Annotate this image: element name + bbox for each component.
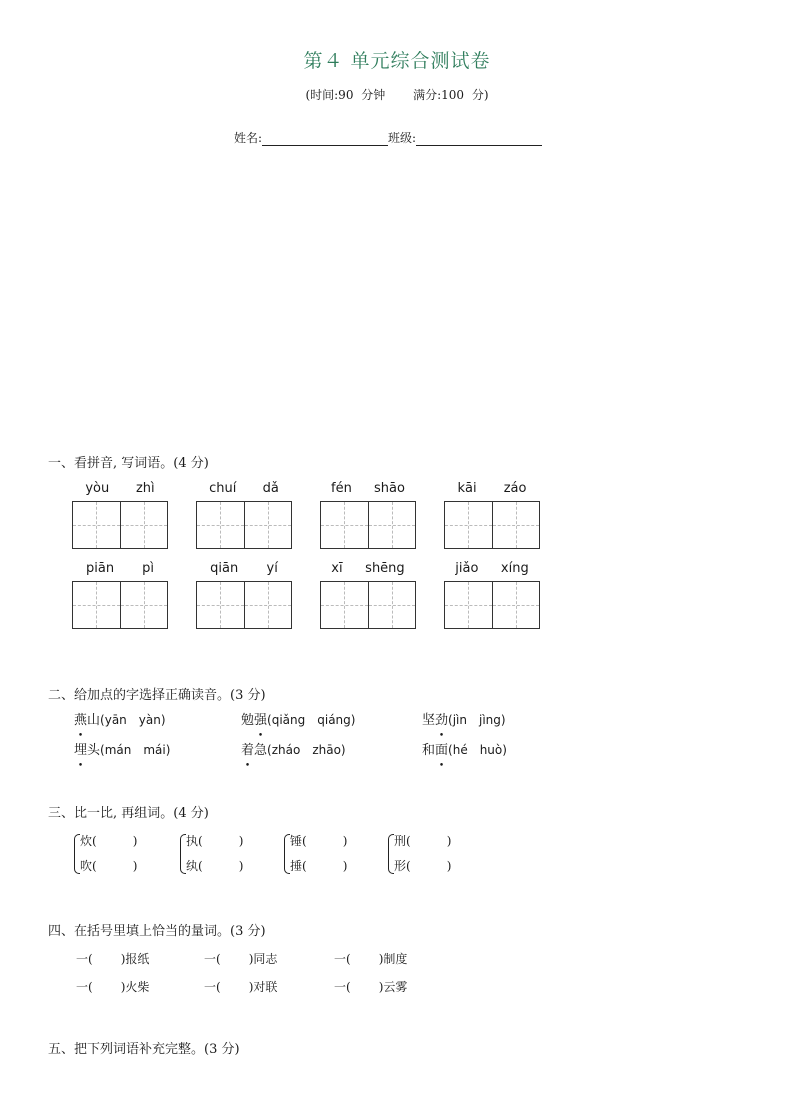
writing-boxes <box>72 501 168 549</box>
pinyin-options[interactable]: (hé huò) <box>448 743 507 757</box>
close-paren: ) <box>238 859 244 873</box>
pinyin-syllable: zhì <box>135 481 155 496</box>
section1-heading: 一、看拼音, 写词语。(4 分) <box>48 456 209 471</box>
dotted-char: 埋 <box>74 743 88 758</box>
measure-word-item <box>76 950 149 967</box>
writing-cell[interactable] <box>197 502 245 548</box>
writing-cell[interactable] <box>121 582 168 628</box>
measure-word-item <box>204 978 277 995</box>
measure-noun: )同志 <box>248 952 278 966</box>
writing-boxes <box>196 501 292 549</box>
open-paren: ( <box>198 834 203 848</box>
pair-char: 纨 <box>186 859 199 873</box>
close-paren: ) <box>446 859 452 873</box>
pinyin-syllable: xī <box>331 561 343 576</box>
pinyin-label <box>196 481 292 497</box>
dotted-char: 劲 <box>435 713 449 728</box>
open-paren: ( <box>406 834 411 848</box>
word-char: 急 <box>254 743 268 758</box>
writing-cell[interactable] <box>369 502 416 548</box>
pinyin-syllable: jiǎo <box>455 561 479 576</box>
open-paren: ( <box>92 859 97 873</box>
pinyin-syllable: dǎ <box>262 481 279 496</box>
writing-cell[interactable] <box>245 582 292 628</box>
close-paren: ) <box>446 834 452 848</box>
pair-row <box>290 832 347 849</box>
word-char: 头 <box>87 743 101 758</box>
pair-char: 捶 <box>290 859 303 873</box>
measure-word-item <box>334 978 407 995</box>
measure-prefix: 一( <box>334 980 351 994</box>
word-char: 和 <box>422 743 436 758</box>
pair-char: 炊 <box>80 834 93 848</box>
section3-heading: 三、比一比, 再组词。(4 分) <box>48 806 209 821</box>
pinyin-syllable: fén <box>331 481 352 496</box>
student-info-row <box>234 129 542 146</box>
section5-heading: 五、把下列词语补充完整。(3 分) <box>48 1042 240 1057</box>
pinyin-syllable: xíng <box>500 561 529 576</box>
measure-noun: )制度 <box>378 952 408 966</box>
pair-char: 执 <box>186 834 199 848</box>
exam-score: 满分:100 分) <box>413 88 489 102</box>
pronunciation-item <box>422 739 507 758</box>
pinyin-label <box>320 561 416 577</box>
writing-cell[interactable] <box>493 582 540 628</box>
pair-char: 刑 <box>394 834 407 848</box>
dotted-char: 燕 <box>74 713 88 728</box>
pair-row <box>290 857 347 874</box>
pair-row <box>186 857 243 874</box>
writing-cell[interactable] <box>197 582 245 628</box>
close-paren: ) <box>132 834 138 848</box>
measure-prefix: 一( <box>204 952 221 966</box>
pinyin-syllable: pì <box>142 561 154 576</box>
writing-cell[interactable] <box>245 502 292 548</box>
pinyin-label <box>444 481 540 497</box>
writing-boxes <box>72 581 168 629</box>
close-paren: ) <box>342 859 348 873</box>
measure-prefix: 一( <box>76 952 93 966</box>
word-char: 坚 <box>422 713 436 728</box>
writing-cell[interactable] <box>445 582 493 628</box>
pinyin-syllable: kāi <box>457 481 477 496</box>
pronunciation-item <box>74 739 170 758</box>
pair-row <box>80 832 137 849</box>
measure-noun: )云雾 <box>378 980 408 994</box>
pinyin-options[interactable]: (jìn jìng) <box>448 713 506 727</box>
pair-char: 锤 <box>290 834 303 848</box>
class-blank[interactable] <box>416 133 542 146</box>
close-paren: ) <box>342 834 348 848</box>
pair-row <box>80 857 137 874</box>
measure-noun: )报纸 <box>120 952 150 966</box>
pinyin-syllable: záo <box>503 481 527 496</box>
writing-cell[interactable] <box>73 582 121 628</box>
writing-cell[interactable] <box>445 502 493 548</box>
writing-cell[interactable] <box>369 582 416 628</box>
writing-cell[interactable] <box>321 502 369 548</box>
name-blank[interactable] <box>262 133 388 146</box>
dotted-char: 着 <box>241 743 255 758</box>
measure-prefix: 一( <box>76 980 93 994</box>
writing-boxes <box>444 581 540 629</box>
writing-cell[interactable] <box>121 502 168 548</box>
measure-word-item <box>76 978 149 995</box>
writing-cell[interactable] <box>73 502 121 548</box>
pair-char: 形 <box>394 859 407 873</box>
writing-boxes <box>320 581 416 629</box>
measure-word-item <box>204 950 277 967</box>
pinyin-options[interactable]: (zháo zhāo) <box>267 743 346 757</box>
pinyin-options[interactable]: (qiǎng qiáng) <box>267 713 356 727</box>
writing-boxes <box>444 501 540 549</box>
pinyin-options[interactable]: (mán mái) <box>100 743 171 757</box>
pair-row <box>186 832 243 849</box>
pinyin-syllable: chuí <box>209 481 237 496</box>
pronunciation-item <box>241 709 355 728</box>
page-title: 第４ 单元综合测试卷 <box>303 50 491 72</box>
open-paren: ( <box>406 859 411 873</box>
pronunciation-item <box>422 709 506 728</box>
writing-boxes <box>196 581 292 629</box>
pinyin-syllable: shāo <box>373 481 405 496</box>
measure-prefix: 一( <box>334 952 351 966</box>
word-char: 勉 <box>241 713 255 728</box>
pronunciation-item <box>74 709 166 728</box>
pinyin-label <box>444 561 540 577</box>
writing-cell[interactable] <box>493 502 540 548</box>
pair-row <box>394 857 451 874</box>
open-paren: ( <box>92 834 97 848</box>
open-paren: ( <box>302 859 307 873</box>
open-paren: ( <box>198 859 203 873</box>
pinyin-syllable: yí <box>266 561 278 576</box>
pinyin-label <box>196 561 292 577</box>
class-label: 班级: <box>388 131 417 145</box>
pinyin-syllable: qiān <box>210 561 239 576</box>
writing-boxes <box>320 501 416 549</box>
writing-cell[interactable] <box>321 582 369 628</box>
dotted-char: 面 <box>435 743 449 758</box>
pinyin-label <box>320 481 416 497</box>
pronunciation-item <box>241 739 346 758</box>
measure-noun: )对联 <box>248 980 278 994</box>
close-paren: ) <box>238 834 244 848</box>
section2-heading: 二、给加点的字选择正确读音。(3 分) <box>48 688 266 703</box>
dotted-char: 强 <box>254 713 268 728</box>
measure-prefix: 一( <box>204 980 221 994</box>
measure-word-item <box>334 950 407 967</box>
pinyin-syllable: shēng <box>365 561 405 576</box>
measure-noun: )火柴 <box>120 980 150 994</box>
name-label: 姓名: <box>234 131 263 145</box>
pinyin-label <box>72 481 168 497</box>
pinyin-syllable: piān <box>86 561 115 576</box>
pair-char: 吹 <box>80 859 93 873</box>
section4-heading: 四、在括号里填上恰当的量词。(3 分) <box>48 924 266 939</box>
exam-time: (时间:90 分钟 <box>305 88 386 102</box>
exam-info <box>0 86 794 103</box>
pinyin-label <box>72 561 168 577</box>
word-char: 山 <box>87 713 101 728</box>
close-paren: ) <box>132 859 138 873</box>
open-paren: ( <box>302 834 307 848</box>
pinyin-options[interactable]: (yān yàn) <box>100 713 166 727</box>
pair-row <box>394 832 451 849</box>
pinyin-syllable: yòu <box>85 481 110 496</box>
